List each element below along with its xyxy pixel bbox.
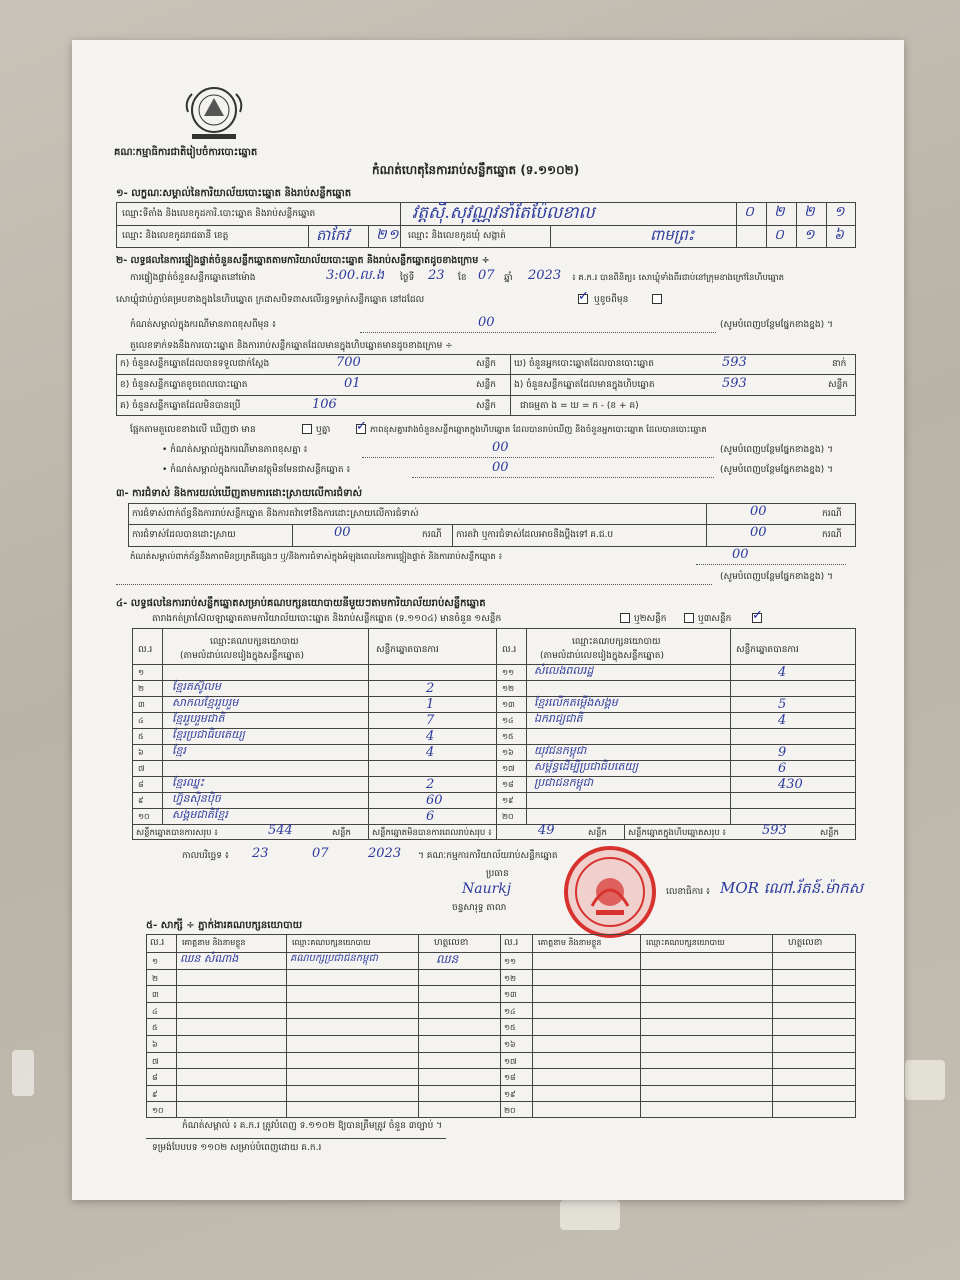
row-number: ១២ — [504, 974, 517, 983]
party-name: សាកលខ្មែររួបរួម — [172, 696, 239, 709]
total-valid-label: សន្លឹកឆ្នោតបានការសរុប ៖ — [136, 828, 218, 838]
received-value: 700 — [336, 355, 361, 370]
date-month: 07 — [312, 846, 329, 861]
divider — [368, 225, 369, 248]
fill-note: (សូមបំពេញបន្ថែមផ្នែកខាងខ្នង) ។ — [720, 320, 833, 330]
witness-col-no: ល.រ — [150, 938, 165, 948]
unit: សន្លឹក — [476, 380, 496, 390]
match-label: ឬគ្នា — [316, 425, 331, 435]
row-number: ៧ — [152, 1057, 159, 1066]
row-number: ៦ — [152, 1040, 158, 1049]
divider — [116, 225, 856, 226]
objection-label: ការជំទាស់ពាក់ព័ន្ធនឹងការរាប់សន្លឹកឆ្នោត និងការតវ៉ាទៅនឹងការដោះស្រាយលើការជំទាស់ — [132, 509, 419, 519]
total-invalid-value: 49 — [538, 823, 555, 838]
row-number: ១៥ — [504, 1023, 516, 1032]
col-votes-header: សន្លឹកឆ្នោតបានការ — [736, 645, 799, 655]
committee-name: គណៈកម្មាធិការជាតិរៀបចំការបោះឆ្នោត — [114, 147, 258, 158]
witness-col-name: គោត្តនាម និងនាមខ្លួន — [182, 938, 246, 947]
fill-line — [696, 564, 846, 565]
verify-note-label: កំណត់សម្គាល់ក្នុងករណីមានភាពខុសពីមុន ៖ — [130, 320, 276, 330]
fill-line — [362, 457, 714, 458]
voters-value: 593 — [722, 355, 747, 370]
row-number: ៥ — [152, 1023, 158, 1032]
verify-year: 2023 — [528, 268, 562, 283]
year-label: ឆ្នាំ — [504, 273, 513, 283]
fill-note: (សូមបំពេញបន្ថែមផ្នែកខាងខ្នង) ។ — [720, 572, 833, 582]
row-number: ១៧ — [502, 764, 515, 773]
party-name: សម្ព័ន្ធដើម្បីប្រជាធិបតេយ្យ — [534, 760, 639, 773]
divider — [368, 824, 369, 840]
party-votes: 430 — [778, 777, 803, 792]
resolved-label: ការជំទាស់ដែលបានដោះស្រាយ — [132, 530, 236, 540]
divider — [162, 628, 163, 824]
row-number: ៤ — [152, 1007, 158, 1016]
fill-line — [116, 584, 712, 585]
unit: ករណី — [822, 509, 842, 519]
witness-col-name: គោត្តនាម និងនាមខ្លួន — [538, 938, 602, 947]
verify-line-suffix: ៖ គ.ក.រ បានពិនិត្យ៖ សោឃ្លុំទាំងពីរជាប់នៅក្រុមខាងក្រៅនៃហិបឆ្នោត — [572, 273, 785, 283]
two-sheet-checkbox[interactable] — [684, 613, 694, 623]
row-number: ១៦ — [502, 748, 514, 757]
resolved-value: 00 — [334, 525, 351, 540]
party-name: ខ្មែរប្រជាធិបតេយ្យ — [172, 728, 245, 741]
divider — [128, 524, 856, 525]
party-name: ខ្មែរលើកតម្កើងសង្គម — [534, 696, 618, 709]
commune-code: ១ — [804, 227, 815, 243]
province-code: ២ — [376, 227, 387, 243]
table-row-line — [146, 1018, 856, 1019]
row-number: ១៨ — [504, 1073, 516, 1082]
divider — [796, 202, 797, 248]
unit: សន្លឹក — [820, 828, 839, 838]
divider — [706, 503, 707, 547]
witness-col-sign: ហត្ថលេខា — [788, 938, 823, 948]
row-number: ១៤ — [504, 1007, 516, 1016]
witness-col-party: ឈ្មោះគណបក្សនយោបាយ — [292, 938, 371, 947]
unit: សន្លឹក — [332, 828, 351, 838]
row-number: ១៥ — [502, 732, 514, 741]
section3-heading: ៣- ការជំទាស់ និងការយល់ឃើញតាមការដោះស្រាយលើការជំទាស់ — [116, 488, 363, 499]
unit: សន្លឹក — [588, 828, 607, 838]
party-votes: 2 — [426, 681, 435, 696]
row-number: ១ — [152, 957, 159, 966]
divider — [624, 824, 625, 840]
witness-col-party: ឈ្មោះគណបក្សនយោបាយ — [646, 938, 725, 947]
date-suffix: ។ គណៈកម្មការការិយាល័យរាប់សន្លឹកឆ្នោត — [418, 851, 558, 861]
section2-heading: ២- លទ្ធផលនៃការផ្ទៀងផ្ទាត់ចំនួនសន្លឹកឆ្នោតតាមការិយាល័យបោះឆ្នោត និងរាប់សន្លឹកឆ្នោតដូចខាងក្រោម ÷ — [116, 255, 490, 266]
table-row-line — [496, 792, 856, 793]
table-intro: តួលេខទាក់ទងនឹងការបោះឆ្នោត និងការរាប់សន្លឹកឆ្នោតដែលមានក្នុងហិបឆ្នោតមានដូចខាងក្រោម ÷ — [130, 341, 453, 351]
row-number: ១៦ — [504, 1040, 516, 1049]
divider — [400, 202, 401, 248]
month-label: ខែ — [458, 273, 467, 283]
party-votes: 7 — [426, 713, 435, 728]
row-number: ១៩ — [504, 1090, 516, 1099]
check-mark-icon: ✓ — [752, 608, 763, 623]
ballot-count-form — [72, 40, 904, 1200]
match-checkbox[interactable] — [302, 424, 312, 434]
divider — [418, 934, 419, 1118]
damaged-checkbox[interactable] — [652, 294, 662, 304]
row-number: ៣ — [138, 700, 145, 709]
divider — [640, 934, 641, 1118]
station-code-digit: ២ — [804, 204, 815, 220]
spoiled-label: ខ) ចំនួនសន្លឹកឆ្នោតខូចពេលបោះឆ្នោត — [120, 380, 248, 390]
total-box-value: 593 — [762, 823, 787, 838]
row-number: ៧ — [138, 764, 145, 773]
divider — [510, 354, 511, 416]
unit: នាក់ — [832, 359, 847, 369]
witness-footnote: កំណត់សម្គាល់ ៖ គ.ក.រ ត្រូវបំពេញ ទ.១១០២ ឱ្យបានត្រឹមត្រូវ ចំនួន ៣ច្បាប់ ។ — [182, 1121, 443, 1131]
unused-value: 106 — [312, 397, 337, 412]
verify-month: 07 — [478, 268, 495, 283]
col-party-header: ឈ្មោះគណបក្សនយោបាយ — [210, 637, 299, 647]
station-code-digit: ២ — [774, 204, 785, 220]
divider — [116, 395, 856, 396]
unit: ករណី — [422, 530, 442, 540]
row-number: ១០ — [152, 1106, 164, 1115]
table-row-line — [132, 744, 496, 745]
form-footer-note: ទម្រង់បែបបទ ១១០២ សម្រាប់បំពេញដោយ គ.ក.រ — [152, 1143, 322, 1153]
form-title: កំណត់ហេតុនៃការរាប់សន្លឹកឆ្នោត (ទ.១១០២) — [372, 163, 580, 177]
diff-note-value: 00 — [492, 440, 509, 455]
party-votes: 9 — [778, 745, 787, 760]
col-no-header: ល.រ — [502, 645, 517, 655]
party-votes: 4 — [426, 729, 435, 744]
row-number: ១៩ — [502, 796, 514, 805]
compare-text: ផ្អែកតាមតួលេខខាងលើ ឃើញថា មាន — [130, 425, 256, 435]
party-votes: 2 — [426, 777, 435, 792]
col-party-header: ឈ្មោះគណបក្សនយោបាយ — [572, 637, 661, 647]
check-mark-icon: ✓ — [578, 289, 589, 304]
date-prefix: កាលបរិច្ឆេទ ៖ — [182, 851, 229, 861]
table-row-line — [146, 1002, 856, 1003]
irregularity-note-value: 00 — [732, 547, 749, 562]
president-signature: Naurkj — [462, 881, 512, 897]
row-number: ២០ — [504, 1106, 516, 1115]
object-note-value: 00 — [492, 460, 509, 475]
divider — [766, 202, 767, 248]
verify-day: 23 — [428, 268, 445, 283]
in-box-label: ង) ចំនួនសន្លឹកឆ្នោតដែលមានក្នុងហិបឆ្នោត — [514, 380, 655, 390]
check-mark-icon: ✓ — [356, 419, 367, 434]
row-number: ២ — [138, 684, 145, 693]
divider — [736, 202, 737, 248]
president-label: ប្រធាន — [486, 869, 509, 879]
table-row-line — [146, 985, 856, 986]
party-name: ខ្មែររួបរួមជាតិ — [172, 712, 225, 725]
divider — [176, 934, 177, 1118]
received-label: ក) ចំនួនសន្លឹកឆ្នោតដែលបានទទួលជាក់ស្តែង — [120, 359, 270, 369]
divider — [286, 934, 287, 1118]
divider — [532, 934, 533, 1118]
party-votes: 60 — [426, 793, 443, 808]
col-no-header: ល.រ — [138, 645, 153, 655]
commune-label: ឈ្មោះ និងលេខកូដឃុំ សង្កាត់ — [408, 231, 506, 241]
damaged-label: ឬខូចពីមុន — [594, 295, 629, 305]
table-row-line — [132, 760, 496, 761]
party-votes: 1 — [426, 697, 435, 712]
party-name: ខ្មែរឈ្នះ — [172, 776, 205, 789]
party-votes: 4 — [778, 713, 787, 728]
spoiled-value: 01 — [344, 376, 361, 391]
divider — [132, 824, 856, 825]
row-number: ១៨ — [502, 780, 514, 789]
province-value: តាកែវ — [316, 226, 350, 244]
unit: សន្លឹក — [476, 401, 496, 411]
formula: ជាធម្មតា ង = ឃ = ក - (ខ + គ) — [520, 401, 639, 411]
row-number: ១៧ — [504, 1057, 517, 1066]
party-name: សង្គមជាតិខ្មែរ — [172, 808, 228, 821]
secretary-label: លេខាធិការ ៖ — [666, 887, 710, 897]
date-day: 23 — [252, 846, 269, 861]
section5-heading: ៥- សាក្សី ÷ ភ្នាក់ងារគណបក្សនយោបាយ — [146, 920, 303, 931]
table-row-line — [496, 680, 856, 681]
party-name: ខ្មែរ — [172, 744, 186, 757]
divider — [772, 934, 773, 1118]
unused-label: គ) ចំនួនសន្លឹកឆ្នោតដែលមិនបានប្រើ — [120, 401, 241, 411]
divider — [146, 952, 856, 953]
party-name: ប្រជាជនកម្ពុជា — [534, 776, 594, 789]
divider — [730, 628, 731, 824]
table-row-line — [146, 1068, 856, 1069]
row-number: ២ — [152, 974, 159, 983]
fill-line — [360, 332, 716, 333]
row-number: ១០ — [138, 812, 150, 821]
divider — [452, 524, 453, 547]
witness-col-no: ល.រ — [504, 938, 519, 948]
in-box-value: 593 — [722, 376, 747, 391]
party-votes: 6 — [426, 809, 435, 824]
commune-code: ៦ — [834, 227, 844, 243]
row-number: ៥ — [138, 732, 144, 741]
polling-station-value: វត្តសុី.សុវណ្ណវនាំតែប៉ែលខាល — [412, 203, 595, 223]
witness-party: គណបក្សប្រជាជនកម្ពុជា — [290, 953, 378, 964]
table-row-line — [496, 728, 856, 729]
unit: សន្លឹក — [476, 359, 496, 369]
divider — [116, 374, 856, 375]
row-number: ៨ — [152, 1073, 158, 1082]
divider — [500, 934, 501, 1118]
polling-station-label: ឈ្មោះទីតាំង និងលេខកូដការិ.បោះឆ្នោត និងរាប់សន្លឹកឆ្នោត — [122, 209, 316, 219]
verify-note-value: 00 — [478, 315, 495, 330]
fill-note: (សូមបំពេញបន្ថែមផ្នែកខាងខ្នង) ។ — [720, 465, 833, 475]
verify-time: 3:00.ល.ង — [326, 268, 385, 283]
diff-note-label: • កំណត់សម្គាល់ក្នុងករណីមានភាពខុសគ្នា ៖ — [162, 445, 308, 455]
official-stamp — [562, 844, 658, 940]
row-number: ៩ — [152, 1090, 158, 1099]
section1-heading: ១- លក្ខណៈសម្គាល់នៃការិយាល័យបោះឆ្នោត និងរាប់សន្លឹកឆ្នោត — [116, 188, 352, 199]
row-number: ២០ — [502, 812, 514, 821]
party-votes: 5 — [778, 697, 787, 712]
col-party-sub: (តាមលំដាប់លេខរៀងក្នុងសន្លឹកឆ្នោត) — [540, 651, 664, 661]
section4-heading: ៤- លទ្ធផលនៃការរាប់សន្លឹកឆ្នោតសម្រាប់គណបក្សនយោបាយនីមួយៗតាមការិយាល័យរាប់សន្លឹកឆ្នោត — [116, 598, 486, 609]
unit: សន្លឹក — [828, 380, 848, 390]
row-number: ១១ — [502, 668, 515, 677]
station-code-digit: ១ — [834, 204, 845, 220]
wall-stain — [12, 1050, 34, 1096]
divider — [292, 524, 293, 547]
divider — [550, 225, 551, 248]
one-sheet-checkbox[interactable] — [620, 613, 630, 623]
day-label: ថ្ងៃទី — [400, 273, 415, 283]
party-name: ឯករាជ្យជាតិ — [534, 712, 583, 725]
nec-emblem — [184, 82, 244, 146]
row-number: ៣ — [152, 990, 159, 999]
objection-value: 00 — [750, 504, 767, 519]
col-party-sub: (តាមលំដាប់លេខរៀងក្នុងសន្លឹកឆ្នោត) — [180, 651, 304, 661]
irregularity-note-label: កំណត់សម្គាល់ពាក់ព័ន្ធនឹងភាពមិនប្រក្រតីផ្សេងៗ ឬ/និងការជំទាស់ក្នុងអំឡុងពេលនៃការផ្ទៀងផ្ទាត់ និងការរាប់សន្លឹកឆ្នោត ៖ — [130, 552, 503, 562]
president-name: ចន្ទសារុទ្ធ តាលា — [452, 903, 507, 913]
commune-value: ពាមព្រះ — [650, 226, 695, 244]
object-note-label: • កំណត់សម្គាល់ក្នុងករណីមានវត្ថុមិនមែនជាសន្លឹកឆ្នោត ៖ — [162, 465, 351, 475]
divider — [308, 225, 309, 248]
table-row-line — [146, 1101, 856, 1102]
table-row-line — [146, 1035, 856, 1036]
total-invalid-label: សន្លឹកឆ្នោតមិនបានការពេលរាប់សរុប ៖ — [372, 828, 492, 838]
verify-line-prefix: ការផ្ទៀងផ្ទាត់ចំនួនសន្លឹកឆ្នោតនៅម៉ោង — [130, 273, 256, 283]
row-number: ៦ — [138, 748, 144, 757]
divider — [146, 1138, 446, 1139]
party-name: សំលេងពលរដ្ឋ — [534, 664, 594, 677]
party-name: ខ្មែរតស៊ូលម — [172, 680, 221, 693]
fill-line — [412, 477, 714, 478]
appeal-value: 00 — [750, 525, 767, 540]
secretary-value: MOR ណៅ.រ័តន៍.ម៉ាកស — [720, 879, 863, 897]
province-label: ឈ្មោះ និងលេខកូដរាជធានី ខេត្ត — [122, 231, 229, 241]
row-number: ៨ — [138, 780, 144, 789]
total-box-label: សន្លឹកឆ្នោតក្នុងហិបឆ្នោតសរុប ៖ — [628, 828, 727, 838]
tally-intro: តារាងកត់ត្រាស៊ែលឡាឆ្នោតតាមការិយាល័យបោះឆ្នោត និងរាប់សន្លឹកឆ្នោត (ទ.១១០៤) មានចំនួន ១សន្លឹក — [152, 614, 502, 624]
diff-label: ភាពខុសគ្នារវាងចំនួនសន្លឹកឆ្នោតក្នុងហិបឆ្នោត ដែលបានរាប់ឃើញ និងចំនួនអ្នកបោះឆ្នោត ដែលបានបោះឆ្នោត — [370, 425, 707, 435]
commune-code: ០ — [774, 227, 784, 243]
wall-stain — [905, 1060, 945, 1100]
unit: ករណី — [822, 530, 842, 540]
party-votes: 6 — [778, 761, 787, 776]
two-sheet-label: ឬ២សន្លឹក — [634, 614, 667, 624]
table-row-line — [132, 664, 496, 665]
table-row-line — [146, 969, 856, 970]
table-row-line — [496, 808, 856, 809]
witness-name: ឈន សំណាង — [180, 952, 239, 965]
divider — [368, 628, 369, 824]
col-votes-header: សន្លឹកឆ្នោតបានការ — [376, 645, 439, 655]
date-year: 2023 — [368, 846, 402, 861]
three-sheet-label: ឬ៣សន្លឹក — [698, 614, 732, 624]
witness-signature: ឈន — [436, 952, 459, 966]
province-code: ១ — [388, 227, 399, 243]
row-number: ១៣ — [502, 700, 515, 709]
party-votes: 4 — [778, 665, 787, 680]
party-votes: 4 — [426, 745, 435, 760]
witness-table — [146, 934, 856, 1118]
appeal-label: ការតវ៉ា ឬការជំទាស់ដែលអាចនឹងប្តឹងទៅ គ.ជ.ប — [456, 530, 614, 540]
row-number: ១៣ — [504, 990, 517, 999]
row-number: ១២ — [502, 684, 515, 693]
row-number: ១១ — [504, 957, 517, 966]
party-name: យុវជនកម្ពុជា — [534, 744, 587, 757]
table-row-line — [146, 1052, 856, 1053]
divider — [526, 628, 527, 824]
row-number: ៩ — [138, 796, 144, 805]
party-name: ហ្វ៊ុនស៊ិនប៉ិច — [172, 792, 221, 805]
total-valid-value: 544 — [268, 823, 293, 838]
divider — [826, 202, 827, 248]
witness-col-sign: ហត្ថលេខា — [434, 938, 469, 948]
row-number: ៤ — [138, 716, 144, 725]
wall-stain — [560, 1200, 620, 1230]
row-number: ១៤ — [502, 716, 514, 725]
table-row-line — [146, 1085, 856, 1086]
station-code-digit: ០ — [744, 204, 754, 220]
fill-note: (សូមបំពេញបន្ថែមផ្នែកខាងខ្នង) ។ — [720, 445, 833, 455]
verify-line2: សោឃ្លុំជាប់ភ្ជាប់គម្របខាងក្នុងនៃហិបឆ្នោត ក្រដាសបិទពាសលើរន្ធទម្លាក់សន្លឹកឆ្នោត នៅដដែល — [116, 295, 425, 305]
row-number: ១ — [138, 668, 145, 677]
voters-label: ឃ) ចំនួនអ្នកបោះឆ្នោតដែលបានបោះឆ្នោត — [514, 359, 654, 369]
